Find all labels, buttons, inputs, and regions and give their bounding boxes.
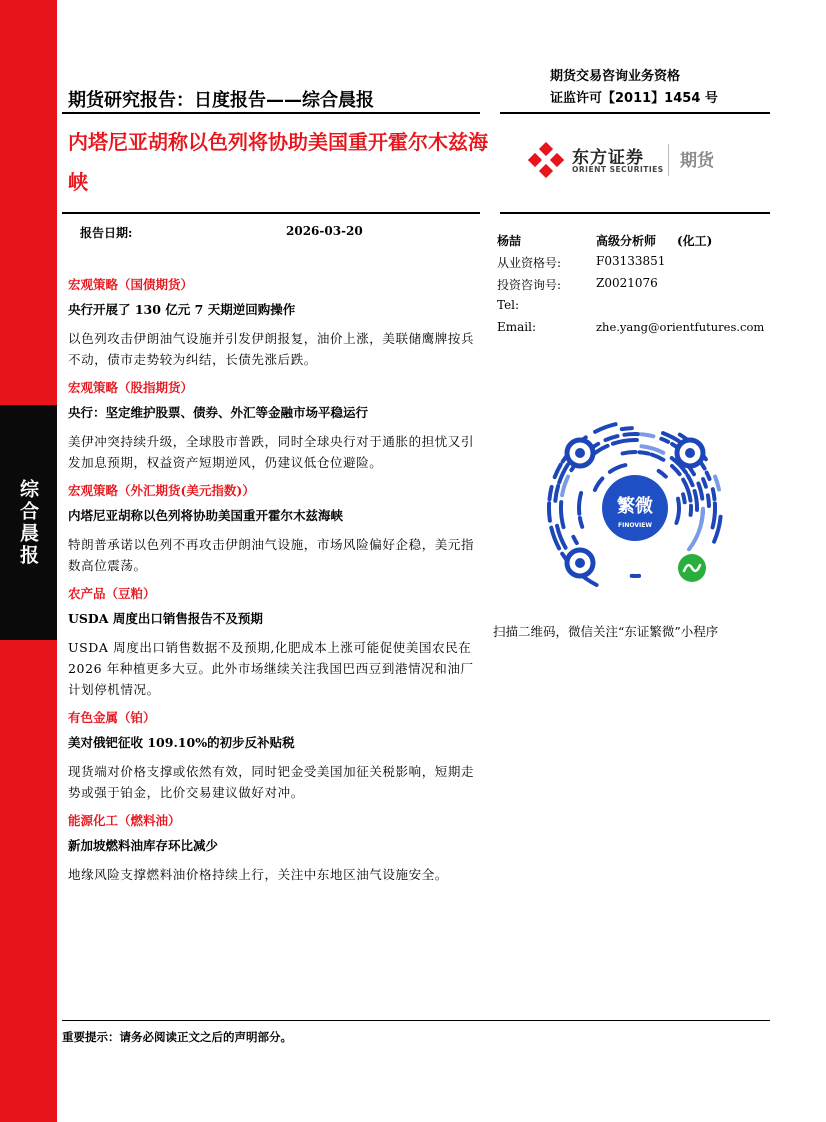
- section-fuel-oil: [68, 808, 480, 885]
- analyst-sector: (化工): [677, 234, 713, 248]
- section-platinum: [68, 705, 480, 803]
- section-title: 宏观策略（外汇期货(美元指数)）: [68, 483, 255, 498]
- section-body: 现货端对价格支撑或依然有效，同时钯金受美国加征关税影响，短期走势或强于铂金，比价交易建议做好对冲。: [68, 764, 475, 800]
- header-rule-right: [500, 112, 770, 114]
- section-title: 能源化工（燃料油）: [68, 813, 181, 828]
- section-title: 宏观策略（国债期货）: [68, 277, 194, 292]
- qualification-line-2: 证监许可【2011】1454 号: [550, 91, 718, 106]
- section-body: USDA 周度出口销售数据不及预期,化肥成本上涨可能促使美国农民在 2026 年种植更多大豆。此外市场继续关注我国巴西豆到港情况和油厂计划停机情况。: [68, 640, 474, 697]
- side-section-tab: [0, 405, 57, 640]
- section-stock-index-futures: [68, 375, 480, 473]
- section-body: 美伊冲突持续升级，全球股市普跌，同时全球央行对于通胀的担忧又引发加息预期，权益资产短期逆风，仍建议低仓位避险。: [68, 434, 475, 470]
- report-date-value: 2026-03-20: [286, 224, 363, 238]
- section-subtitle: USDA 周度出口销售报告不及预期: [68, 611, 263, 626]
- section-subtitle: 美对俄钯征收 109.10%的初步反补贴税: [68, 735, 295, 750]
- section-title: 宏观策略（股指期货）: [68, 380, 194, 395]
- logo-diamond-icon: [528, 142, 564, 178]
- section-body: 以色列攻击伊朗油气设施并引发伊朗报复，油价上涨，美联储鹰牌按兵不动，债市走势较为纠结，长债先涨后跌。: [68, 331, 475, 367]
- section-title: 农产品（豆粕）: [68, 586, 156, 601]
- logo-divider: [668, 144, 669, 176]
- wechat-qr-code[interactable]: [540, 413, 730, 603]
- qualification-block: [550, 66, 718, 110]
- analyst-title: 高级分析师: [596, 234, 657, 248]
- tel-label: Tel:: [497, 298, 520, 312]
- qr-center-label: 繁微: [617, 496, 653, 517]
- section-fx-futures: [68, 478, 480, 576]
- company-logo: [528, 140, 748, 180]
- section-title: 有色金属（铂）: [68, 710, 156, 725]
- consulting-number-label: 投资咨询号:: [497, 278, 562, 292]
- report-sections: [68, 272, 480, 890]
- section-subtitle: 央行：坚定维护股票、债券、外汇等金融市场平稳运行: [68, 405, 369, 420]
- report-type-title: 期货研究报告：日度报告——综合晨报: [68, 90, 374, 111]
- logo-chinese-name: 东方证券: [572, 148, 644, 168]
- qualification-number-label: 从业资格号:: [497, 256, 562, 270]
- date-rule-left: [62, 212, 480, 214]
- qr-center-sub: FINOVIEW: [618, 522, 652, 529]
- qr-code-icon: [540, 413, 730, 603]
- header-rule-left: [62, 112, 480, 114]
- email-value[interactable]: zhe.yang@orientfutures.com: [596, 320, 765, 334]
- section-soybean-meal: [68, 581, 480, 700]
- qr-caption: 扫描二维码，微信关注“东证繁微”小程序: [493, 624, 719, 639]
- email-label: Email:: [497, 320, 537, 334]
- headline: 内塔尼亚胡称以色列将协助美国重开霍尔木兹海峡: [68, 130, 488, 194]
- section-subtitle: 央行开展了 130 亿元 7 天期逆回购操作: [68, 302, 296, 317]
- important-notice: 重要提示：请务必阅读正文之后的声明部分。: [62, 1030, 292, 1044]
- analyst-name: 杨喆: [497, 234, 522, 248]
- qualification-number: F03133851: [596, 254, 666, 268]
- consulting-number: Z0021076: [596, 276, 658, 290]
- section-bond-futures: [68, 272, 480, 370]
- section-body: 特朗普承诺以色列不再攻击伊朗油气设施，市场风险偏好企稳，美元指数高位震荡。: [68, 537, 475, 573]
- section-subtitle: 内塔尼亚胡称以色列将协助美国重开霍尔木兹海峡: [68, 508, 344, 523]
- qualification-line-1: 期货交易咨询业务资格: [550, 69, 681, 84]
- logo-futures-label: 期货: [680, 151, 714, 171]
- logo-english-name: ORIENT SECURITIES: [572, 165, 664, 174]
- section-subtitle: 新加坡燃料油库存环比减少: [68, 838, 219, 853]
- side-tab-label: 综合晨报: [17, 478, 39, 567]
- report-date-label: 报告日期:: [80, 226, 133, 240]
- section-body: 地缘风险支撑燃料油价格持续上行，关注中东地区油气设施安全。: [68, 867, 448, 882]
- date-rule-right: [500, 212, 770, 214]
- footer-rule: [62, 1020, 770, 1021]
